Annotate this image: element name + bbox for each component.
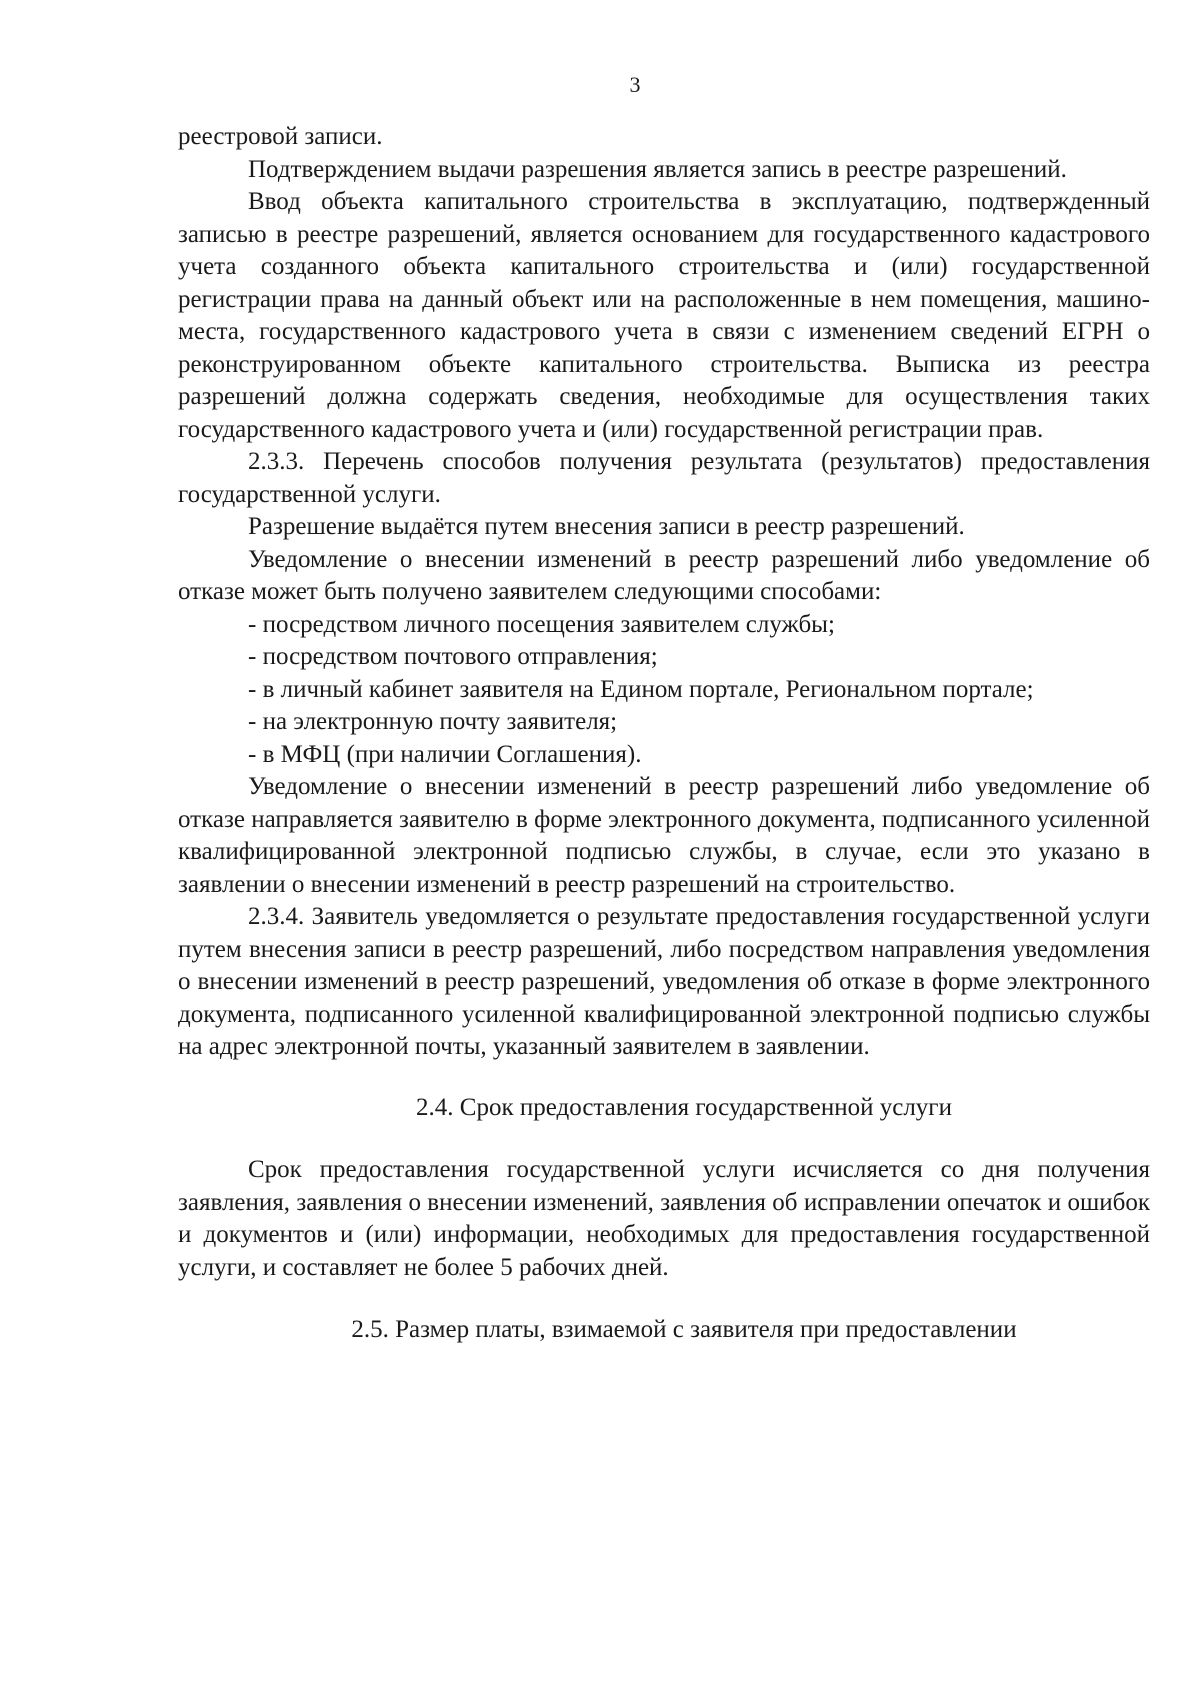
paragraph-notification-methods: Уведомление о внесении изменений в реестр разрешений либо уведомление об отказе может быть получено заявителем следующими способами: [178,545,1150,605]
paragraph-service-term: Срок предоставления государственной услуги исчисляется со дня получения заявления, заявления о внесении изменений, заявления об исправлении опечаток и ошибок и документов и (или) информации, необходимых для предоставления государственной услуги, и составляет не более 5 рабочих дней. [178,1156,1150,1281]
page-number: 3 [629,72,641,97]
spacer [178,1064,1150,1092]
list-item: - на электронную почту заявителя; [248,708,618,735]
paragraph-commissioning: Ввод объекта капитального строительства в эксплуатацию, подтвержденный записью в реестре разрешений, является основанием для государственного кадастрового учета созданного объекта капитального строительства и (или) государственной регистрации права на данный объект или на расположенные в нем помещения, машино-места, государственного кадастрового учета в связи с изменением сведений ЕГРН о реконструированном объекте капитального строительства. Выписка из реестра разрешений должна содержать сведения, необходимые для осуществления таких государственного кадастрового учета и (или) государственной регистрации прав. [178,188,1150,443]
paragraph-permit-issuance: Разрешение выдаётся путем внесения записи в реестр разрешений. [248,513,965,540]
paragraph-confirmation: Подтверждением выдачи разрешения является запись в реестре разрешений. [248,155,1067,183]
paragraph-2-3-3: 2.3.3. Перечень способов получения результата (результатов) предоставления государственной услуги. [178,448,1150,508]
spacer [178,1284,1150,1314]
list-item: - посредством личного посещения заявителем службы; [248,610,835,638]
paragraph-electronic-notification: Уведомление о внесении изменений в реестр разрешений либо уведомление об отказе направляется заявителю в форме электронного документа, подписанного усиленной квалифицированной электронной подписью службы, в случае, если это указано в заявлении о внесении изменений в реестр разрешений на строительство. [178,773,1150,898]
delivery-methods-list [178,609,1150,772]
section-heading-2-5: 2.5. Размер платы, взимаемой с заявителя при предоставлении [351,1316,1017,1343]
paragraph-continuation: реестровой записи. [178,123,383,150]
paragraph-2-3-4: 2.3.4. Заявитель уведомляется о результате предоставления государственной услуги путем внесения записи в реестр разрешений, либо посредством направления уведомления о внесении изменений в реестр разрешений, уведомления об отказе в форме электронного документа, подписанного усиленной квалифицированной электронной подписью службы на адрес электронной почты, указанный заявителем в заявлении. [178,903,1150,1060]
document-body [178,121,1150,1347]
section-heading-2-4: 2.4. Срок предоставления государственной услуги [416,1093,952,1121]
list-item: - в личный кабинет заявителя на Едином портале, Региональном портале; [248,675,1034,703]
spacer [178,1124,1150,1154]
list-item: - посредством почтового отправления; [248,643,658,670]
list-item: - в МФЦ (при наличии Соглашения). [248,740,642,768]
